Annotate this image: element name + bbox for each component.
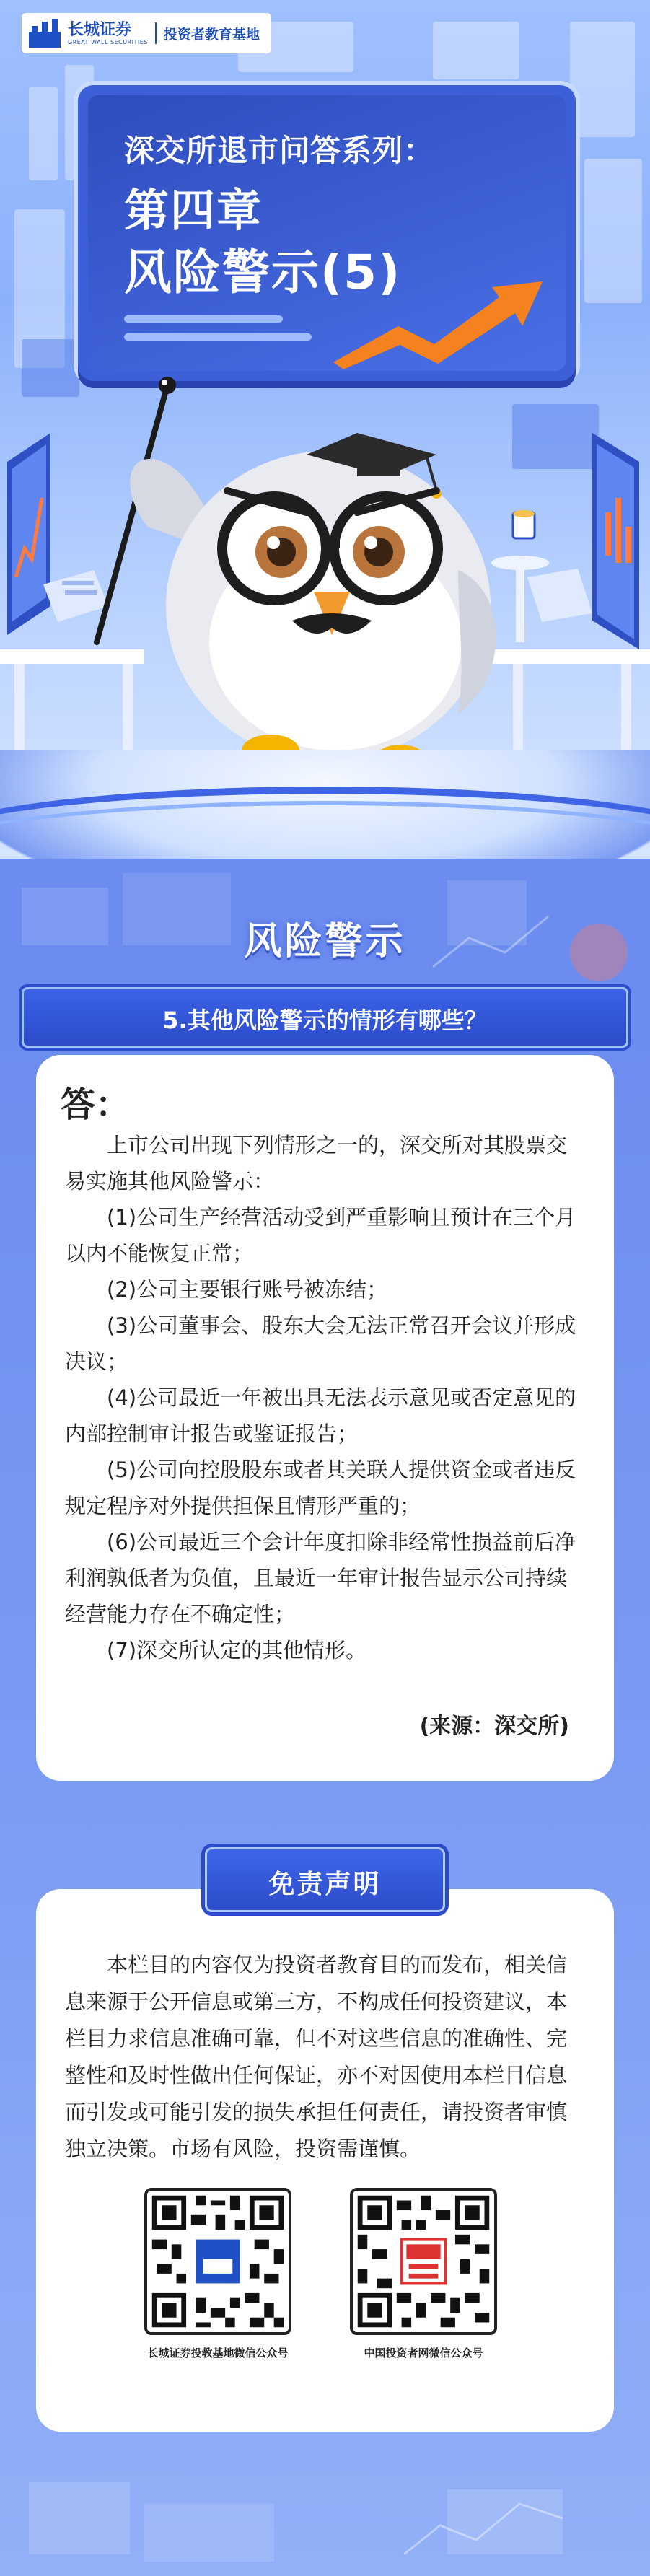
deco-block <box>570 22 635 137</box>
section-title: 风险警示 <box>244 920 406 963</box>
brand-tag: 投资者教育基地 <box>163 26 260 43</box>
bottom-decoration <box>0 2439 650 2576</box>
title-board <box>78 85 576 381</box>
qr-code-right[interactable] <box>350 2188 497 2335</box>
qr-code-icon <box>353 2191 494 2332</box>
answer-paragraph: (3)公司董事会、股东大会无法正常召开会议并形成决议； <box>65 1313 576 1374</box>
brand-sub: GREAT WALL SECURITIES <box>68 38 148 45</box>
deco-line <box>124 333 312 341</box>
question-bar <box>22 987 628 1048</box>
answer-paragraph: (5)公司向控股股东或者其关联人提供资金或者违反规定程序对外提供担保且情形严重的； <box>65 1458 576 1518</box>
deco-block <box>22 339 79 397</box>
deco-block <box>584 159 642 303</box>
qr-caption-left: 长城证券投教基地微信公众号 <box>147 2347 289 2360</box>
question-text: 5.其他风险警示的情形有哪些？ <box>162 1007 488 1034</box>
answer-paragraph: (2)公司主要银行账号被冻结； <box>107 1277 388 1302</box>
deco-block <box>433 22 519 79</box>
brand-divider <box>155 22 157 44</box>
answer-label: 答： <box>61 1085 131 1125</box>
answer-paragraph: (1)公司生产经营活动受到严重影响且预计在三个月以内不能恢复正常； <box>65 1205 576 1266</box>
title-board-screen <box>88 95 566 371</box>
qr-caption-right: 中国投资者网微信公众号 <box>364 2347 483 2360</box>
answer-source: (来源：深交所) <box>419 1714 569 1739</box>
hero-banner <box>0 0 650 859</box>
series-title: 深交所退市问答系列： <box>124 133 435 168</box>
brand-name: 长城证券 <box>68 20 132 39</box>
great-wall-logo-icon <box>29 19 61 48</box>
qr-code-left[interactable] <box>144 2188 291 2335</box>
deco-line <box>124 315 283 323</box>
answer-body <box>65 1127 586 1668</box>
disclaimer-title: 免责声明 <box>268 1870 382 1899</box>
disclaimer-card <box>36 1889 614 2432</box>
brand-header <box>22 13 271 53</box>
answer-card <box>36 1055 614 1781</box>
answer-paragraph: (7)深交所认定的其他情形。 <box>107 1638 367 1662</box>
answer-paragraph: (6)公司最近三个会计年度扣除非经常性损益前后净利润孰低者为负值，且最近一年审计报告显示公司持续经营能力存在不确定性； <box>65 1530 576 1626</box>
chapter-title: 第四章 <box>124 184 263 237</box>
answer-paragraph: 上市公司出现下列情形之一的，深交所对其股票交易实施其他风险警示： <box>65 1133 568 1193</box>
deco-block <box>29 87 58 180</box>
growth-arrow-icon <box>333 276 550 369</box>
qr-code-icon <box>147 2191 289 2332</box>
disclaimer-bar <box>205 1847 445 1912</box>
answer-paragraph: (4)公司最近一年被出具无法表示意见或否定意见的内部控制审计报告或鉴证报告； <box>65 1385 576 1446</box>
owl-mascot-icon <box>119 404 523 779</box>
topic-title: 风险警示(5) <box>124 245 402 300</box>
disclaimer-body: 本栏目的内容仅为投资者教育目的而发布，相关信息来源于公开信息或第三方，不构成任何投资建议，本栏目力求信息准确可靠，但不对这些信息的准确性、完整性和及时性做出任何保证，亦不对因使用本栏目信息而引发或可能引发的损失承担任何责任，请投资者审慎独立决策。市场有风险，投资需谨慎。 <box>65 1953 568 2161</box>
